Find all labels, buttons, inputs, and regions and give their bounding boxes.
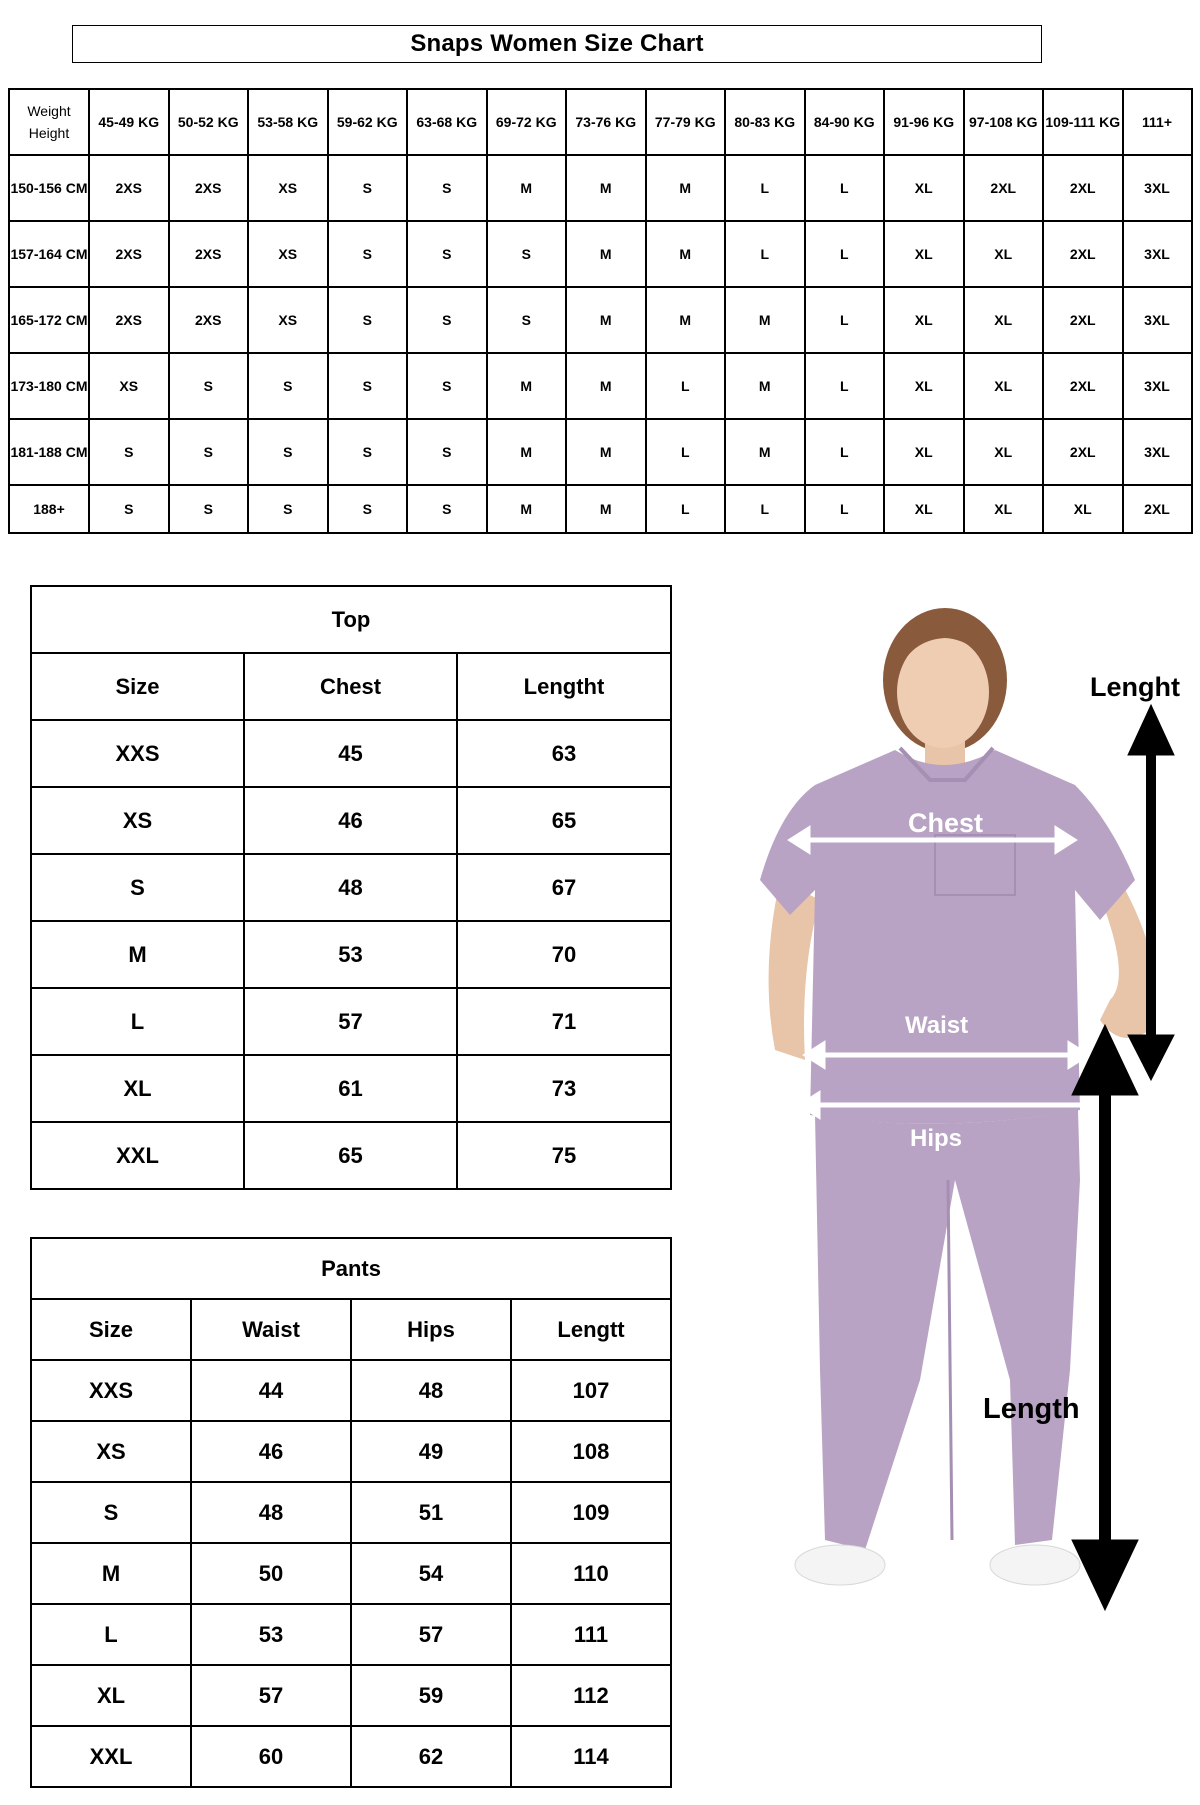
grid-size-cell: L	[725, 155, 805, 221]
grid-weight-header: 77-79 KG	[646, 89, 726, 155]
pants-table-cell: 51	[351, 1482, 511, 1543]
grid-size-cell: L	[646, 419, 726, 485]
grid-size-cell: S	[407, 155, 487, 221]
grid-size-cell: M	[725, 287, 805, 353]
grid-size-cell: XS	[248, 287, 328, 353]
pants-length-label: Length	[983, 1393, 1080, 1425]
pants-table-cell: M	[31, 1543, 191, 1604]
top-table-cell: 73	[457, 1055, 671, 1122]
grid-height-header: 157-164 CM	[9, 221, 89, 287]
grid-size-cell: M	[487, 485, 567, 533]
grid-size-cell: XL	[964, 287, 1044, 353]
waist-label: Waist	[905, 1012, 969, 1039]
grid-size-cell: M	[566, 287, 646, 353]
top-table-cell: XS	[31, 787, 244, 854]
pants-table-cell: 108	[511, 1421, 671, 1482]
pants-table-cell: 46	[191, 1421, 351, 1482]
grid-size-cell: 3XL	[1123, 419, 1192, 485]
grid-weight-header: 111+	[1123, 89, 1192, 155]
grid-size-cell: M	[566, 419, 646, 485]
grid-row	[9, 155, 1192, 221]
grid-weight-header: 73-76 KG	[566, 89, 646, 155]
pants-table-cell: 60	[191, 1726, 351, 1787]
chest-label: Chest	[908, 808, 984, 838]
grid-size-cell: 3XL	[1123, 221, 1192, 287]
top-table-row	[31, 854, 671, 921]
grid-size-cell: 2XL	[964, 155, 1044, 221]
grid-size-cell: S	[328, 221, 408, 287]
corner-weight-label: Weight	[27, 103, 71, 119]
pants-table-cell: 112	[511, 1665, 671, 1726]
grid-size-cell: 2XS	[169, 221, 249, 287]
grid-size-cell: S	[487, 221, 567, 287]
model-figure-area	[680, 580, 1200, 1800]
grid-row	[9, 419, 1192, 485]
grid-size-cell: L	[646, 485, 726, 533]
grid-size-cell: L	[805, 485, 885, 533]
top-table-caption: Top	[31, 586, 671, 653]
pants-measurement-table	[30, 1237, 672, 1788]
grid-row	[9, 287, 1192, 353]
pants-table-cell: 54	[351, 1543, 511, 1604]
grid-size-cell: XL	[964, 221, 1044, 287]
pants-table-column-header: Lengtt	[511, 1299, 671, 1360]
grid-size-cell: M	[646, 221, 726, 287]
grid-weight-header: 45-49 KG	[89, 89, 169, 155]
top-table-cell: L	[31, 988, 244, 1055]
pants-table-cell: 57	[351, 1604, 511, 1665]
corner-height-label: Height	[28, 125, 70, 141]
pants-table-cell: 53	[191, 1604, 351, 1665]
pants-table-row	[31, 1360, 671, 1421]
grid-size-cell: 2XL	[1043, 221, 1123, 287]
pants-table-row	[31, 1421, 671, 1482]
grid-size-cell: M	[646, 287, 726, 353]
top-table-cell: 71	[457, 988, 671, 1055]
grid-size-cell: XL	[964, 353, 1044, 419]
pants-table-cell: 107	[511, 1360, 671, 1421]
grid-row	[9, 353, 1192, 419]
pants-table-column-header: Size	[31, 1299, 191, 1360]
pants-table-cell: 110	[511, 1543, 671, 1604]
top-table-cell: M	[31, 921, 244, 988]
grid-size-cell: S	[89, 485, 169, 533]
top-table-cell: XXL	[31, 1122, 244, 1189]
grid-size-cell: XL	[884, 419, 964, 485]
pants-table-row	[31, 1665, 671, 1726]
grid-size-cell: S	[169, 485, 249, 533]
pants-table-cell: 109	[511, 1482, 671, 1543]
grid-weight-header: 80-83 KG	[725, 89, 805, 155]
grid-size-cell: S	[169, 353, 249, 419]
top-measurement-table	[30, 585, 672, 1190]
chart-title-box	[72, 25, 1042, 63]
pants-table-cell: 48	[351, 1360, 511, 1421]
grid-size-cell: 2XS	[89, 221, 169, 287]
grid-height-header: 188+	[9, 485, 89, 533]
grid-size-cell: S	[407, 221, 487, 287]
grid-size-cell: L	[725, 221, 805, 287]
top-table-column-header: Lengtht	[457, 653, 671, 720]
pants-table-column-header: Waist	[191, 1299, 351, 1360]
grid-size-cell: XL	[884, 287, 964, 353]
grid-size-cell: 2XS	[89, 287, 169, 353]
grid-size-cell: M	[566, 155, 646, 221]
top-table-cell: 53	[244, 921, 457, 988]
grid-size-cell: S	[328, 155, 408, 221]
grid-weight-header: 59-62 KG	[328, 89, 408, 155]
pants-table-cell: 44	[191, 1360, 351, 1421]
pants-table-row	[31, 1543, 671, 1604]
grid-size-cell: L	[805, 155, 885, 221]
top-table-cell: 70	[457, 921, 671, 988]
grid-size-cell: M	[487, 155, 567, 221]
pants-table-caption: Pants	[31, 1238, 671, 1299]
grid-height-header: 150-156 CM	[9, 155, 89, 221]
grid-weight-header: 91-96 KG	[884, 89, 964, 155]
scrub-pants-shape	[815, 1110, 1080, 1550]
pants-table-cell: 111	[511, 1604, 671, 1665]
top-table-cell: 67	[457, 854, 671, 921]
grid-size-cell: 3XL	[1123, 287, 1192, 353]
pants-table-row	[31, 1604, 671, 1665]
chart-title: Snaps Women Size Chart	[410, 30, 704, 57]
top-table-cell: 46	[244, 787, 457, 854]
grid-size-cell: S	[407, 485, 487, 533]
grid-size-cell: S	[169, 419, 249, 485]
grid-size-cell: L	[805, 221, 885, 287]
top-table-column-header: Chest	[244, 653, 457, 720]
grid-size-cell: XL	[884, 155, 964, 221]
grid-size-cell: M	[566, 353, 646, 419]
grid-height-header: 173-180 CM	[9, 353, 89, 419]
top-table-cell: 65	[457, 787, 671, 854]
grid-size-cell: XL	[964, 419, 1044, 485]
grid-size-cell: XL	[884, 353, 964, 419]
top-length-label: Lenght	[1090, 672, 1180, 702]
pants-length-arrow	[1072, 1025, 1138, 1610]
grid-size-cell: S	[248, 419, 328, 485]
grid-size-cell: M	[487, 353, 567, 419]
top-table-row	[31, 787, 671, 854]
grid-size-cell: L	[805, 353, 885, 419]
grid-size-cell: S	[328, 287, 408, 353]
grid-size-cell: XL	[1043, 485, 1123, 533]
grid-size-cell: 2XL	[1123, 485, 1192, 533]
grid-size-cell: S	[487, 287, 567, 353]
grid-size-cell: 2XL	[1043, 287, 1123, 353]
pants-table-cell: 57	[191, 1665, 351, 1726]
top-table-cell: S	[31, 854, 244, 921]
grid-size-cell: S	[407, 419, 487, 485]
grid-row	[9, 485, 1192, 533]
top-table-cell: 75	[457, 1122, 671, 1189]
grid-size-cell: M	[646, 155, 726, 221]
weight-height-size-grid	[8, 88, 1193, 534]
grid-weight-header: 63-68 KG	[407, 89, 487, 155]
grid-size-cell: XL	[884, 485, 964, 533]
top-table-row	[31, 988, 671, 1055]
grid-size-cell: 2XS	[169, 287, 249, 353]
hips-label: Hips	[910, 1125, 963, 1152]
grid-weight-header: 50-52 KG	[169, 89, 249, 155]
pants-table-column-header: Hips	[351, 1299, 511, 1360]
grid-size-cell: S	[328, 353, 408, 419]
top-table-row	[31, 720, 671, 787]
grid-corner-cell	[9, 89, 89, 155]
face-shape	[897, 636, 989, 748]
grid-size-cell: M	[566, 485, 646, 533]
grid-size-cell: S	[89, 419, 169, 485]
pants-table-cell: 62	[351, 1726, 511, 1787]
pants-table-cell: 48	[191, 1482, 351, 1543]
top-table-cell: 61	[244, 1055, 457, 1122]
grid-height-header: 181-188 CM	[9, 419, 89, 485]
grid-size-cell: L	[805, 419, 885, 485]
top-table-cell: 48	[244, 854, 457, 921]
top-table-column-header: Size	[31, 653, 244, 720]
right-shoe	[990, 1545, 1080, 1585]
grid-weight-header: 53-58 KG	[248, 89, 328, 155]
grid-weight-header: 69-72 KG	[487, 89, 567, 155]
grid-size-cell: S	[407, 287, 487, 353]
grid-size-cell: M	[487, 419, 567, 485]
pants-table-cell: 49	[351, 1421, 511, 1482]
pants-table-cell: XS	[31, 1421, 191, 1482]
top-table-row	[31, 1055, 671, 1122]
scrub-top-shape	[760, 750, 1135, 1124]
pants-table-row	[31, 1482, 671, 1543]
grid-size-cell: XS	[89, 353, 169, 419]
top-table-cell: 45	[244, 720, 457, 787]
model-illustration	[680, 580, 1200, 1800]
grid-height-header: 165-172 CM	[9, 287, 89, 353]
top-table-cell: 57	[244, 988, 457, 1055]
grid-size-cell: 3XL	[1123, 155, 1192, 221]
grid-size-cell: 3XL	[1123, 353, 1192, 419]
grid-weight-header: 109-111 KG	[1043, 89, 1123, 155]
grid-size-cell: S	[407, 353, 487, 419]
pants-table-cell: 50	[191, 1543, 351, 1604]
grid-header-row	[9, 89, 1192, 155]
top-caption-row	[31, 586, 671, 653]
grid-size-cell: M	[725, 419, 805, 485]
top-table-header-row	[31, 653, 671, 720]
grid-size-cell: XL	[964, 485, 1044, 533]
grid-size-cell: 2XL	[1043, 353, 1123, 419]
grid-size-cell: S	[328, 485, 408, 533]
grid-size-cell: XS	[248, 155, 328, 221]
grid-size-cell: 2XS	[169, 155, 249, 221]
pants-table-header-row	[31, 1299, 671, 1360]
pants-table-cell: L	[31, 1604, 191, 1665]
grid-size-cell: L	[646, 353, 726, 419]
grid-size-cell: L	[805, 287, 885, 353]
pants-table-row	[31, 1726, 671, 1787]
pants-table-cell: XL	[31, 1665, 191, 1726]
grid-size-cell: S	[248, 485, 328, 533]
grid-size-cell: L	[725, 485, 805, 533]
grid-size-cell: XS	[248, 221, 328, 287]
grid-size-cell: 2XS	[89, 155, 169, 221]
grid-size-cell: S	[328, 419, 408, 485]
grid-size-cell: M	[725, 353, 805, 419]
grid-row	[9, 221, 1192, 287]
grid-weight-header: 97-108 KG	[964, 89, 1044, 155]
pants-table-cell: 114	[511, 1726, 671, 1787]
top-table-cell: 65	[244, 1122, 457, 1189]
grid-size-cell: 2XL	[1043, 419, 1123, 485]
pants-table-cell: XXS	[31, 1360, 191, 1421]
top-table-cell: 63	[457, 720, 671, 787]
pants-table-cell: S	[31, 1482, 191, 1543]
grid-size-cell: M	[566, 221, 646, 287]
pants-table-cell: XXL	[31, 1726, 191, 1787]
left-shoe	[795, 1545, 885, 1585]
top-table-cell: XXS	[31, 720, 244, 787]
grid-size-cell: XL	[884, 221, 964, 287]
top-table-row	[31, 1122, 671, 1189]
pants-caption-row	[31, 1238, 671, 1299]
grid-size-cell: S	[248, 353, 328, 419]
grid-weight-header: 84-90 KG	[805, 89, 885, 155]
top-table-row	[31, 921, 671, 988]
grid-size-cell: 2XL	[1043, 155, 1123, 221]
pants-table-cell: 59	[351, 1665, 511, 1726]
top-table-cell: XL	[31, 1055, 244, 1122]
